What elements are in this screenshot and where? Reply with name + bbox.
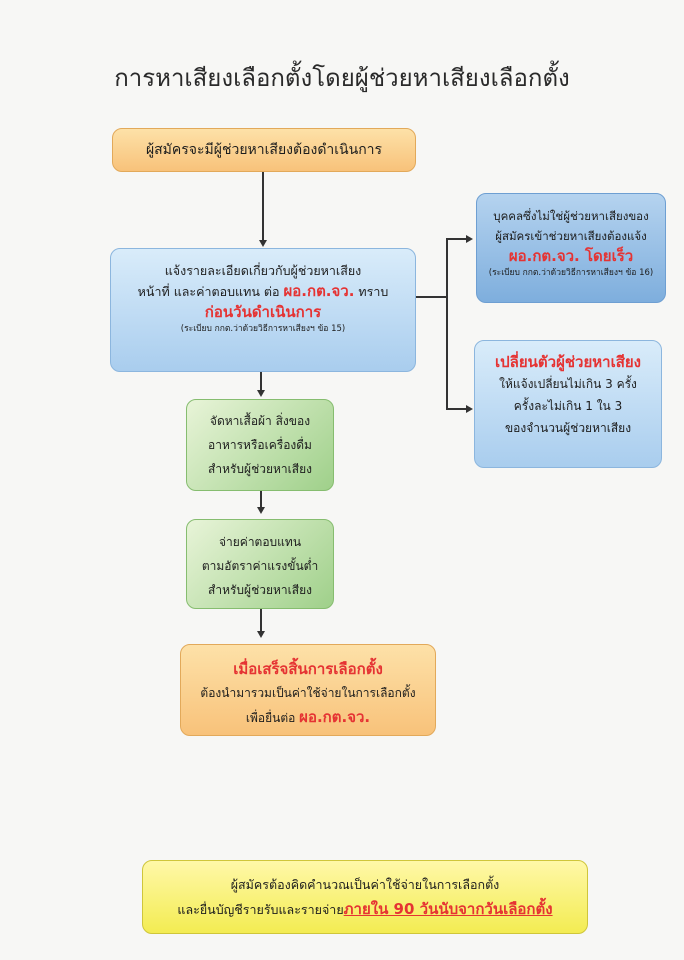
start-box-text: ผู้สมัครจะมีผู้ช่วยหาเสียงต้องดำเนินการ <box>145 142 383 158</box>
arrow-notify-provide <box>257 390 265 397</box>
change-line1: ให้แจ้งเปลี่ยนไม่เกิน 3 ครั้ง <box>499 377 637 391</box>
other-person-box <box>476 193 666 303</box>
start-box <box>112 128 416 172</box>
notify-line2c: ทราบ <box>354 284 389 299</box>
arrow-to-change <box>466 405 473 413</box>
change-line3: ของจำนวนผู้ช่วยหาเสียง <box>504 421 632 435</box>
bottom-line2a: และยื่นบัญชีรายรับและรายจ่าย <box>177 902 344 917</box>
end-box <box>180 644 436 736</box>
bottom-line1: ผู้สมัครต้องคิดคำนวณเป็นค่าใช้จ่ายในการเลือกตั้ง <box>230 877 500 892</box>
notify-line2a: หน้าที่ และค่าตอบแทน ต่อ <box>137 284 284 299</box>
other-person-reference: (ระเบียบ กกต.ว่าด้วยวิธีการหาเสียงฯ ข้อ 16) <box>488 268 654 278</box>
pay-line3: สำหรับผู้ช่วยหาเสียง <box>208 583 312 597</box>
end-officer: ผอ.กต.จว. <box>299 708 371 726</box>
connector-notify-provide <box>260 372 262 392</box>
bottom-note-box <box>142 860 588 934</box>
pay-line2: ตามอัตราค่าแรงขั้นต่ำ <box>201 559 319 573</box>
connector-pay-end <box>260 609 262 633</box>
other-person-line1: บุคคลซึ่งไม่ใช่ผู้ช่วยหาเสียงของ <box>493 209 649 223</box>
end-line2 <box>181 705 435 730</box>
connector-branch-top <box>446 238 466 240</box>
other-person-officer: ผอ.กต.จว. โดยเร็ว <box>508 247 634 265</box>
end-line2a: เพื่อยื่นต่อ <box>245 711 300 725</box>
arrow-start-notify <box>259 240 267 247</box>
arrow-provide-pay <box>257 507 265 514</box>
connector-branch-bottom <box>446 408 466 410</box>
connector-branch-vertical <box>446 238 448 408</box>
page-title: การหาเสียงเลือกตั้งโดยผู้ช่วยหาเสียงเลือกตั้ง <box>114 64 570 92</box>
provide-line3: สำหรับผู้ช่วยหาเสียง <box>208 462 312 476</box>
end-title: เมื่อเสร็จสิ้นการเลือกตั้ง <box>233 660 383 678</box>
connector-start-notify <box>262 172 264 240</box>
change-box <box>474 340 662 468</box>
arrow-pay-end <box>257 631 265 638</box>
bottom-line2 <box>143 897 587 922</box>
change-line2: ครั้งละไม่เกิน 1 ใน 3 <box>513 399 623 413</box>
notify-reference: (ระเบียบ กกต.ว่าด้วยวิธีการหาเสียงฯ ข้อ 15) <box>180 324 346 334</box>
pay-box <box>186 519 334 609</box>
notify-officer: ผอ.กต.จว. <box>283 282 355 300</box>
provide-line2: อาหารหรือเครื่องดื่ม <box>208 438 312 452</box>
change-title: เปลี่ยนตัวผู้ช่วยหาเสียง <box>495 353 641 371</box>
other-person-line2: ผู้สมัครเข้าช่วยหาเสียงต้องแจ้ง <box>495 229 647 243</box>
provide-box <box>186 399 334 491</box>
provide-line1: จัดหาเสื้อผ้า สิ่งของ <box>209 414 311 428</box>
notify-deadline: ก่อนวันดำเนินการ <box>204 303 322 321</box>
notify-box <box>110 248 416 372</box>
notify-line1: แจ้งรายละเอียดเกี่ยวกับผู้ช่วยหาเสียง <box>164 263 362 278</box>
bottom-deadline: ภายใน 90 วันนับจากวันเลือกตั้ง <box>343 900 553 918</box>
notify-line2 <box>111 281 415 302</box>
pay-line1: จ่ายค่าตอบแทน <box>218 535 302 549</box>
connector-branch-horizontal <box>416 296 446 298</box>
arrow-to-other-person <box>466 235 473 243</box>
end-line1: ต้องนำมารวมเป็นค่าใช้จ่ายในการเลือกตั้ง <box>200 686 416 700</box>
